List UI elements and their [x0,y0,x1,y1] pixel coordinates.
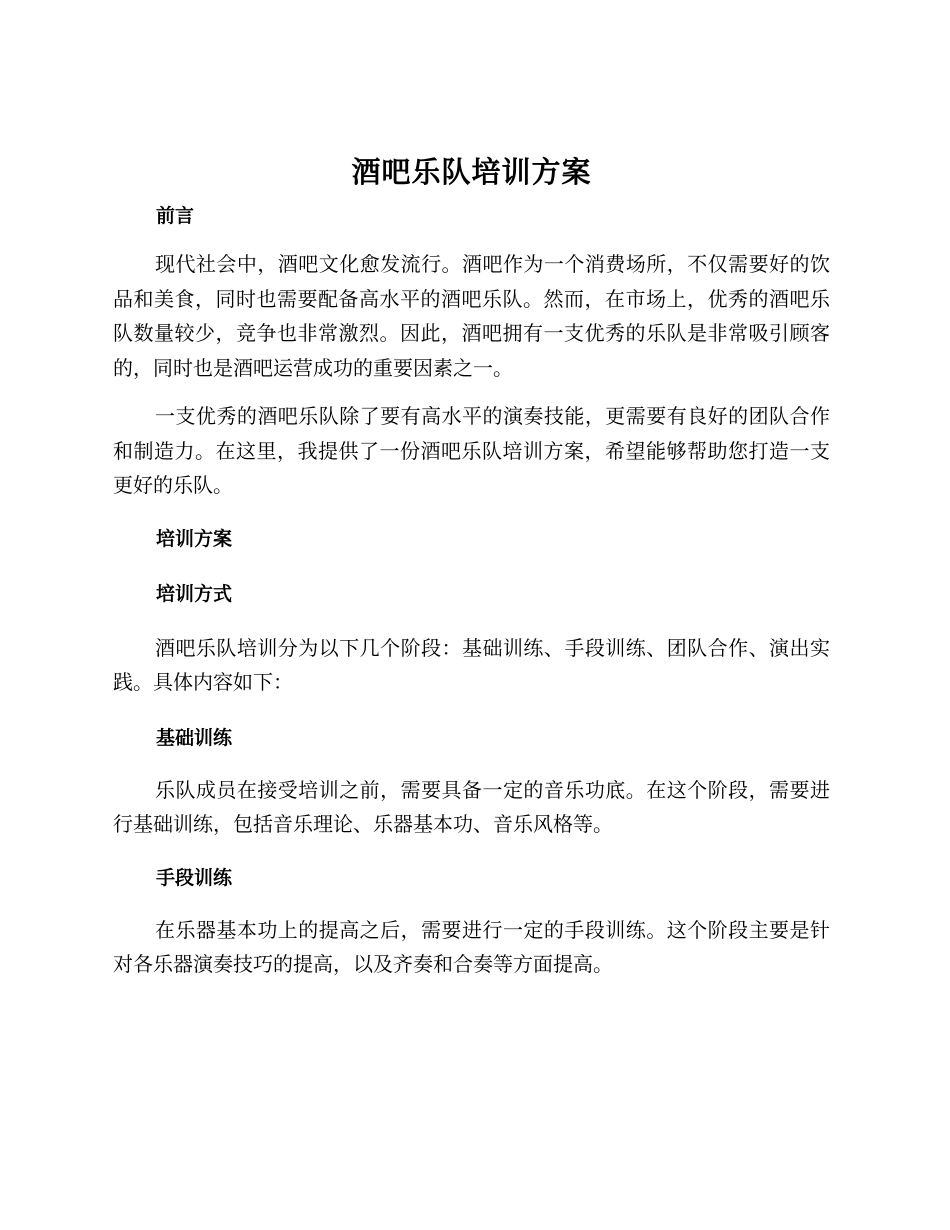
heading-technique-training: 手段训练 [156,866,233,889]
paragraph-intro-1: 现代社会中，酒吧文化愈发流行。酒吧作为一个消费场所，不仅需要好的饮品和美食，同时也需要配备高水平的酒吧乐队。然而，在市场上，优秀的酒吧乐队数量较少，竞争也非常激烈。因此，酒吧拥有一支优秀的乐队是非常吸引顾客的，同时也是酒吧运营成功的重要因素之一。 [113,252,830,380]
heading-training-method: 培训方式 [156,582,233,605]
paragraph-basic-training: 乐队成员在接受培训之前，需要具备一定的音乐功底。在这个阶段，需要进行基础训练，包括音乐理论、乐器基本功、音乐风格等。 [113,777,830,836]
heading-training-plan: 培训方案 [156,527,233,550]
paragraph-intro-2: 一支优秀的酒吧乐队除了要有高水平的演奏技能，更需要有良好的团队合作和制造力。在这里，我提供了一份酒吧乐队培训方案，希望能够帮助您打造一支更好的乐队。 [113,404,830,497]
document-title: 酒吧乐队培训方案 [351,155,592,189]
paragraph-technique-training: 在乐器基本功上的提高之后，需要进行一定的手段训练。这个阶段主要是针对各乐器演奏技巧的提高，以及齐奏和合奏等方面提高。 [113,917,830,976]
heading-basic-training: 基础训练 [156,726,233,749]
paragraph-training-method: 酒吧乐队培训分为以下几个阶段：基础训练、手段训练、团队合作、演出实践。具体内容如下： [113,635,830,694]
document-page [113,150,830,982]
heading-preface: 前言 [156,205,195,227]
